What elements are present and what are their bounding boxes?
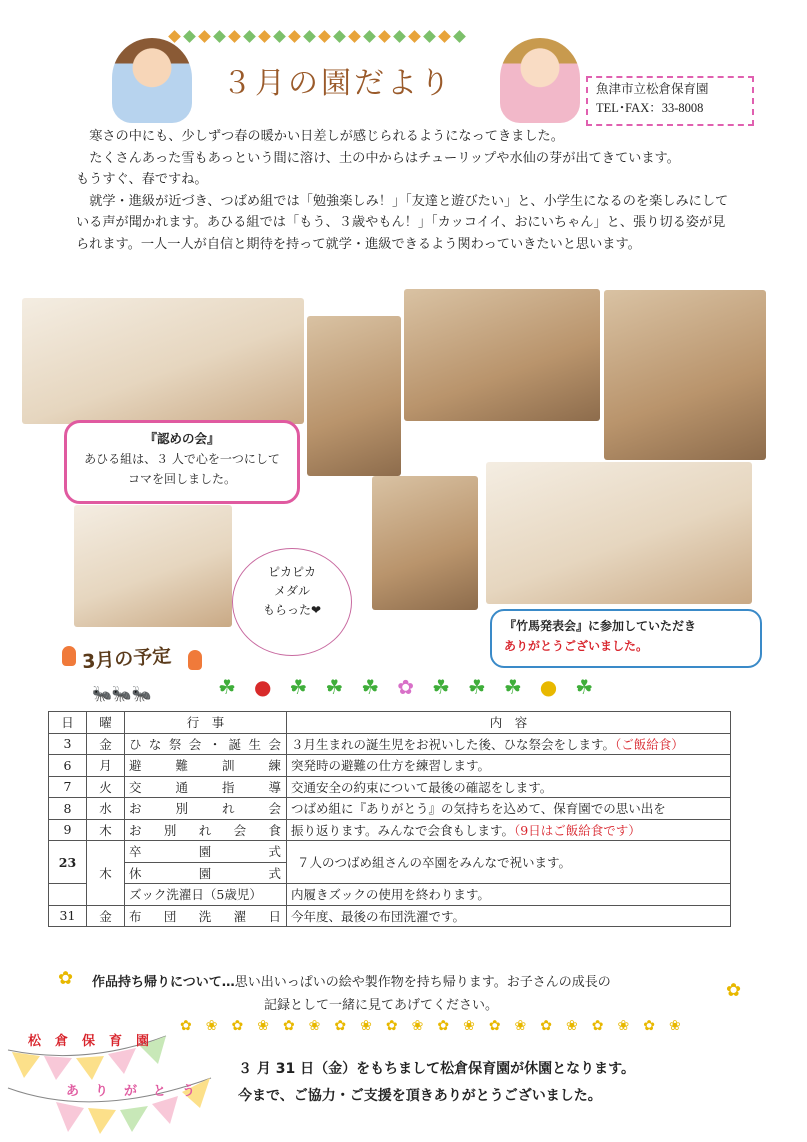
cell-event: お別れ会食 — [125, 819, 287, 841]
hina-girl-doll-illustration — [500, 38, 580, 123]
school-name: 魚津市立松倉保育園 — [596, 82, 709, 96]
contact-box — [586, 76, 754, 126]
closing-line: 今まで、ご協力・ご支援を頂きありがとうございました。 — [238, 1088, 602, 1104]
cell-weekday: 木 — [87, 841, 125, 906]
intro-paragraph: 就学・進級が近づき、つばめ組では「勉強楽しみ！」「友達と遊びたい」と、小学生になるのを楽しみにしている声が聞かれます。あひる組では「もう、３歳やもん！」「カッコイイ、おにいちゃん」と、張り切る姿が見られます。一人一人が自信と期待を持って就学・進級できるよう関わっていきたいと思います。 — [76, 193, 729, 252]
clover-decoration-row — [218, 672, 748, 702]
note-text: 記録として一緒に見てあげてください。 — [264, 998, 499, 1013]
cell-day: 7 — [49, 776, 87, 798]
schedule-heading: 3月の予定 — [81, 644, 172, 674]
caption-title: 『認めの会』 — [144, 431, 220, 446]
cell-weekday: 火 — [87, 776, 125, 798]
cell-day-empty — [49, 884, 87, 906]
intro-paragraph: もうすぐ、春ですね。 — [76, 172, 208, 187]
clover-icon: ☘ — [361, 675, 380, 699]
content-text: ３月生まれの誕生児をお祝いした後、ひな祭会をします。 — [291, 736, 616, 752]
photo-medals — [74, 505, 232, 627]
clover-icon: ☘ — [575, 675, 594, 699]
intro-text — [76, 126, 736, 255]
header-garland — [170, 32, 470, 46]
photo-takeuma-performance — [486, 462, 752, 604]
cell-content: 交通安全の約束について最後の確認をします。 — [287, 776, 731, 798]
cell-content: 突発時の避難の仕方を練習します。 — [287, 755, 731, 777]
table-row — [49, 776, 731, 798]
cell-day: 23 — [49, 841, 87, 884]
header-content: 内 容 — [287, 712, 731, 734]
cell-day: 31 — [49, 905, 87, 927]
table-row — [49, 819, 731, 841]
cell-content — [287, 819, 731, 841]
cell-event: ズック洗濯日（5歳児） — [125, 884, 287, 906]
cell-event: ひな祭会・誕生会 — [125, 733, 287, 755]
note-text: 思い出いっぱいの絵や製作物を持ち帰ります。お子さんの成長の — [234, 975, 611, 990]
intro-paragraph: 寒さの中にも、少しずつ春の暖かい日差しが感じられるようになってきました。 — [89, 129, 564, 144]
bunting-text-1: 松倉保育園 — [28, 1034, 164, 1049]
content-note: （ご飯給食） — [615, 736, 684, 752]
dandelion-icon: ✿ — [58, 968, 74, 989]
page-title: ３月の園だより — [222, 66, 453, 101]
cell-day: 9 — [49, 819, 87, 841]
clover-icon: ☘ — [431, 675, 450, 699]
caption-line: 『竹馬発表会』に参加していただき — [504, 619, 697, 633]
clover-icon: ☘ — [325, 675, 344, 699]
caption-takeuma — [490, 609, 762, 668]
cell-content: 今年度、最後の布団洗濯です。 — [287, 905, 731, 927]
header-day: 日 — [49, 712, 87, 734]
cell-event: お別れ会 — [125, 798, 287, 820]
caption-mitomeru — [64, 420, 300, 504]
photo-spinning-tops — [22, 298, 304, 424]
cell-content — [287, 733, 731, 755]
cell-event: 交通指導 — [125, 776, 287, 798]
clover-icon: ☘ — [467, 675, 486, 699]
cell-day: 3 — [49, 733, 87, 755]
photo-takeuma-2 — [404, 289, 600, 421]
ladybug-icon: ● — [253, 675, 272, 699]
tulip-icon — [62, 646, 76, 666]
butterfly-icon: ✿ — [397, 675, 414, 699]
table-row — [49, 841, 731, 863]
caption-line: ピカピカ — [267, 565, 316, 579]
content-note: （9日はご飯給食です） — [514, 822, 641, 838]
artwork-note — [92, 971, 712, 1017]
bunting-text-2: ありがとう — [66, 1084, 212, 1099]
ant-icon: 🐜🐜🐜 — [92, 684, 152, 703]
cell-event: 休園式 — [125, 862, 287, 884]
cell-content: ７人のつばめ組さんの卒園をみんなで祝います。 — [287, 841, 731, 884]
caption-thanks: ありがとうございました。 — [504, 639, 649, 653]
table-row — [49, 733, 731, 755]
cell-weekday: 月 — [87, 755, 125, 777]
table-header-row — [49, 712, 731, 734]
clover-icon: ☘ — [289, 675, 308, 699]
note-heading: 作品持ち帰りについて… — [92, 975, 235, 990]
caption-medal-cloud — [232, 548, 352, 656]
tulip-icon — [188, 650, 202, 670]
content-text: 振り返ります。みんなで会食もします。 — [291, 822, 515, 838]
header-event: 行 事 — [125, 712, 287, 734]
table-row — [49, 884, 731, 906]
cell-weekday: 金 — [87, 905, 125, 927]
hina-boy-doll-illustration — [112, 38, 192, 123]
photo-takeuma-3 — [604, 290, 766, 460]
table-row — [49, 905, 731, 927]
cell-weekday: 水 — [87, 798, 125, 820]
caption-line: コマを回しました。 — [127, 472, 236, 486]
cell-event: 卒園式 — [125, 841, 287, 863]
phone-fax: TEL･FAX：33-8008 — [596, 101, 704, 115]
caption-line: あひる組は、３ 人で心を一つにして — [84, 452, 280, 466]
dandelion-decoration-row: ✿ ❀ ✿ ❀ ✿ ❀ ✿ ❀ ✿ ❀ ✿ ❀ ✿ ❀ ✿ ❀ ✿ ❀ ✿ ❀ — [180, 1018, 681, 1034]
cell-weekday: 金 — [87, 733, 125, 755]
photo-takeuma-4 — [372, 476, 478, 610]
caption-line: もらった❤ — [262, 603, 322, 617]
cell-day: 6 — [49, 755, 87, 777]
bee-icon: ● — [539, 675, 558, 699]
dandelion-icon: ✿ — [726, 980, 742, 1001]
intro-paragraph: たくさんあった雪もあっという間に溶け、土の中からはチューリップや水仙の芽が出てきています。 — [89, 150, 680, 166]
cell-content: 内履きズックの使用を終わります。 — [287, 884, 731, 906]
table-row — [49, 755, 731, 777]
header-weekday: 曜 — [87, 712, 125, 734]
photo-takeuma-1 — [307, 316, 401, 476]
caption-line: メダル — [273, 584, 310, 598]
cell-event: 布団洗濯日 — [125, 905, 287, 927]
table-row — [49, 798, 731, 820]
closing-message — [238, 1056, 635, 1110]
closing-line: ３ 月 31 日（金）をもちまして松倉保育園が休園となります。 — [238, 1061, 635, 1077]
cell-day: 8 — [49, 798, 87, 820]
cell-weekday: 木 — [87, 819, 125, 841]
clover-icon: ☘ — [218, 675, 236, 699]
clover-icon: ☘ — [503, 675, 522, 699]
cell-content: つばめ組に『ありがとう』の気持ちを込めて、保育園での思い出を — [287, 798, 731, 820]
cell-event: 避難訓練 — [125, 755, 287, 777]
schedule-table — [48, 711, 731, 927]
